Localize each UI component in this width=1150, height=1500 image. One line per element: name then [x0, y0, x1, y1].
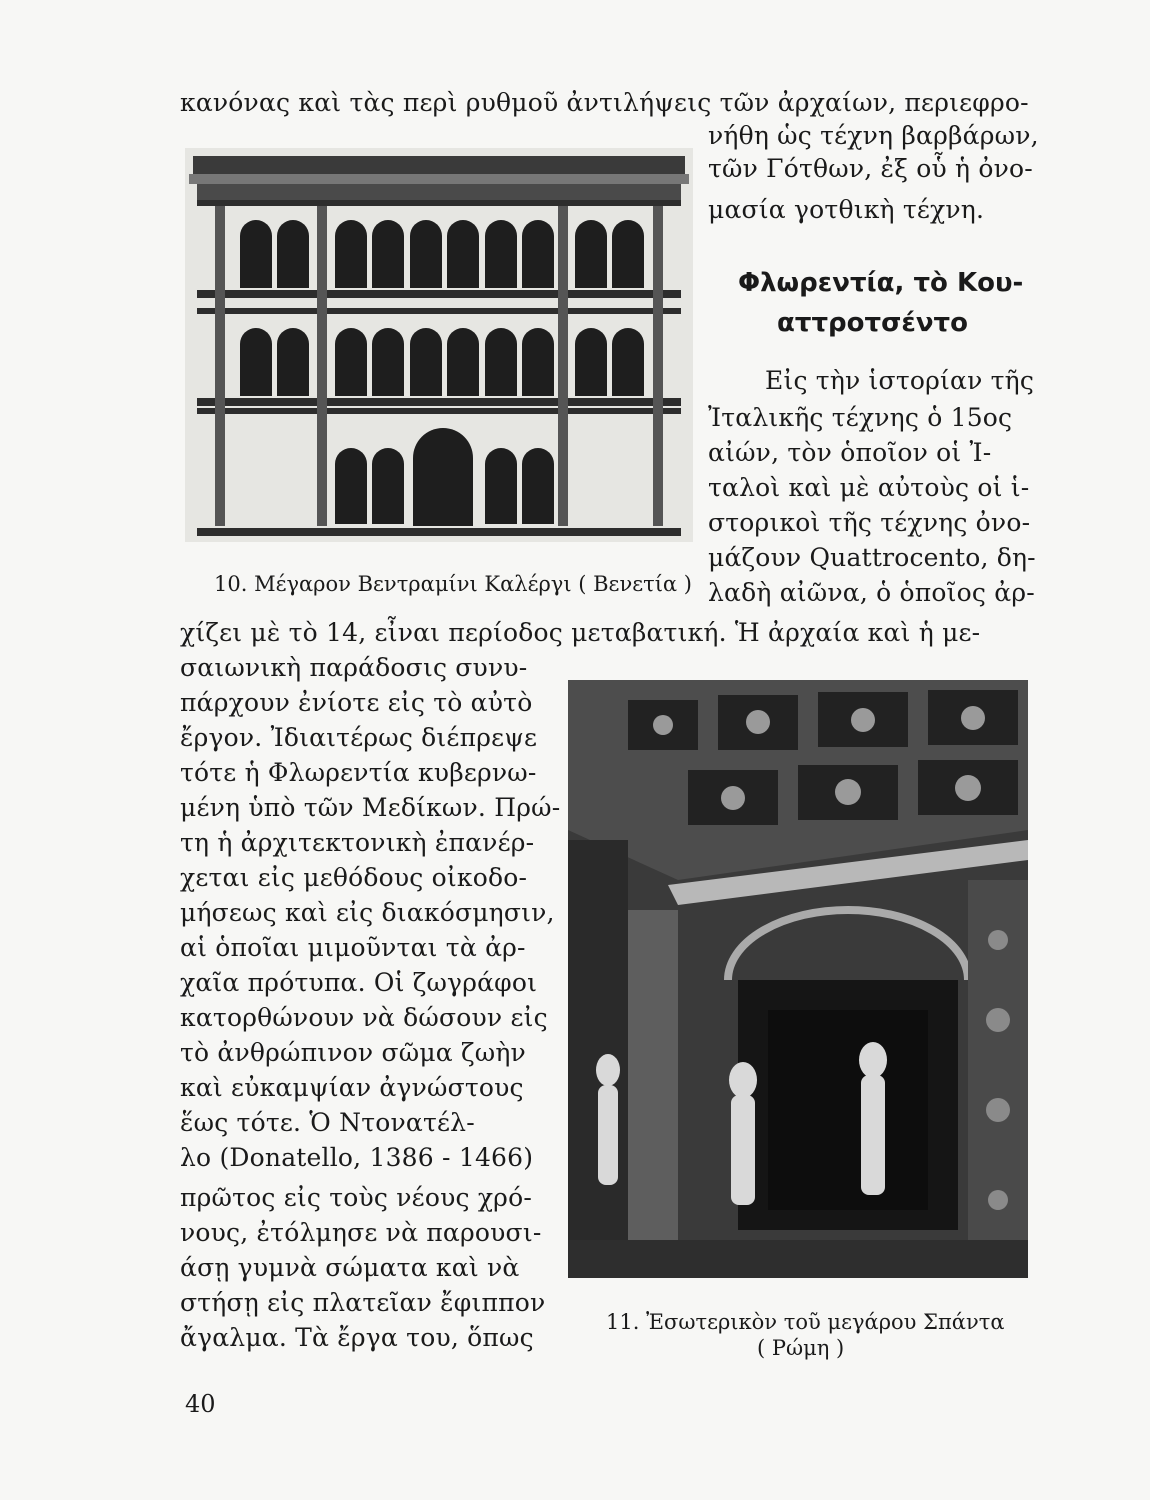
left-line-3: ἔργον. Ἰδιαιτέρως διέπρεψε [180, 723, 538, 752]
left-line-2: πάρχουν ἐνίοτε εἰς τὸ αὐτὸ [180, 688, 533, 717]
full-width-line: χίζει μὲ τὸ 14, εἶναι περίοδος μεταβατική. Ἡ ἀρχαία καὶ ἡ με- [180, 618, 981, 647]
top-line-2: νήθη ὡς τέχνη βαρβάρων, [708, 121, 1039, 150]
right-line-1: Εἰς τὴν ἱστορίαν τῆς [765, 366, 1035, 395]
right-line-5: στορικοὶ τῆς τέχνης ὀνο- [708, 508, 1031, 537]
figure-10-palazzo-image [185, 148, 693, 542]
left-line-20: ἄγαλμα. Τὰ ἔργα του, ὅπως [180, 1323, 534, 1352]
section-heading-line-1: Φλωρεντία, τὸ Κου- [738, 268, 1024, 298]
left-line-15: λο (Donatello, 1386 - 1466) [180, 1143, 534, 1172]
left-line-12: τὸ ἀνθρώπινον σῶμα ζωὴν [180, 1038, 526, 1067]
top-line-1: κανόνας καὶ τὰς περὶ ρυθμοῦ ἀντιλήψεις τῶν ἀρχαίων, περιεφρο- [180, 88, 1029, 117]
figure-11-interior-image [568, 680, 1028, 1278]
left-line-19: στήσῃ εἰς πλατεῖαν ἔφιππον [180, 1288, 546, 1317]
left-line-4: τότε ἡ Φλωρεντία κυβερνω- [180, 758, 537, 787]
palazzo-facade-illustration [185, 148, 693, 542]
left-line-16: πρῶτος εἰς τοὺς νέους χρό- [180, 1183, 532, 1212]
page-number: 40 [185, 1390, 216, 1418]
left-line-1: σαιωνικὴ παράδοσις συνυ- [180, 653, 528, 682]
figure-11-caption-line-1: 11. Ἐσωτερικὸν τοῦ μεγάρου Σπάντα [606, 1310, 1005, 1334]
left-line-8: μήσεως καὶ εἰς διακόσμησιν, [180, 898, 555, 927]
figure-11-caption-line-2: ( Ρώμη ) [757, 1336, 845, 1360]
left-line-9: αἱ ὁποῖαι μιμοῦνται τὰ ἀρ- [180, 933, 526, 962]
right-line-4: ταλοὶ καὶ μὲ αὐτοὺς οἱ ἱ- [708, 473, 1030, 502]
left-line-11: κατορθώνουν νὰ δώσουν εἰς [180, 1003, 548, 1032]
figure-10-caption: 10. Μέγαρον Βεντραμίνι Καλέργι ( Βενετία ) [214, 572, 692, 596]
left-line-7: χεται εἰς μεθόδους οἰκοδο- [180, 863, 528, 892]
left-line-5: μένη ὑπὸ τῶν Μεδίκων. Πρώ- [180, 793, 561, 822]
right-line-6: μάζουν Quattrocento, δη- [708, 543, 1036, 572]
left-line-13: καὶ εὐκαμψίαν ἀγνώστους [180, 1073, 524, 1102]
left-line-6: τη ἡ ἀρχιτεκτονικὴ ἐπανέρ- [180, 828, 535, 857]
left-line-14: ἕως τότε. Ὁ Ντονατέλ- [180, 1108, 475, 1137]
right-line-7: λαδὴ αἰῶνα, ὁ ὁποῖος ἀρ- [708, 578, 1035, 607]
left-line-10: χαῖα πρότυπα. Οἱ ζωγράφοι [180, 968, 538, 997]
right-line-2: Ἰταλικῆς τέχνης ὁ 15ος [708, 403, 1013, 432]
palazzo-interior-illustration [568, 680, 1028, 1278]
top-line-3: τῶν Γότθων, ἐξ οὗ ἡ ὀνο- [708, 154, 1033, 183]
left-line-18: άσῃ γυμνὰ σώματα καὶ νὰ [180, 1253, 520, 1282]
right-line-3: αἰών, τὸν ὁποῖον οἱ Ἰ- [708, 438, 992, 467]
top-line-4: μασία γοτθικὴ τέχνη. [708, 195, 985, 224]
left-line-17: νους, ἐτόλμησε νὰ παρουσι- [180, 1218, 542, 1247]
section-heading-line-2: αττροτσέντο [777, 308, 969, 338]
